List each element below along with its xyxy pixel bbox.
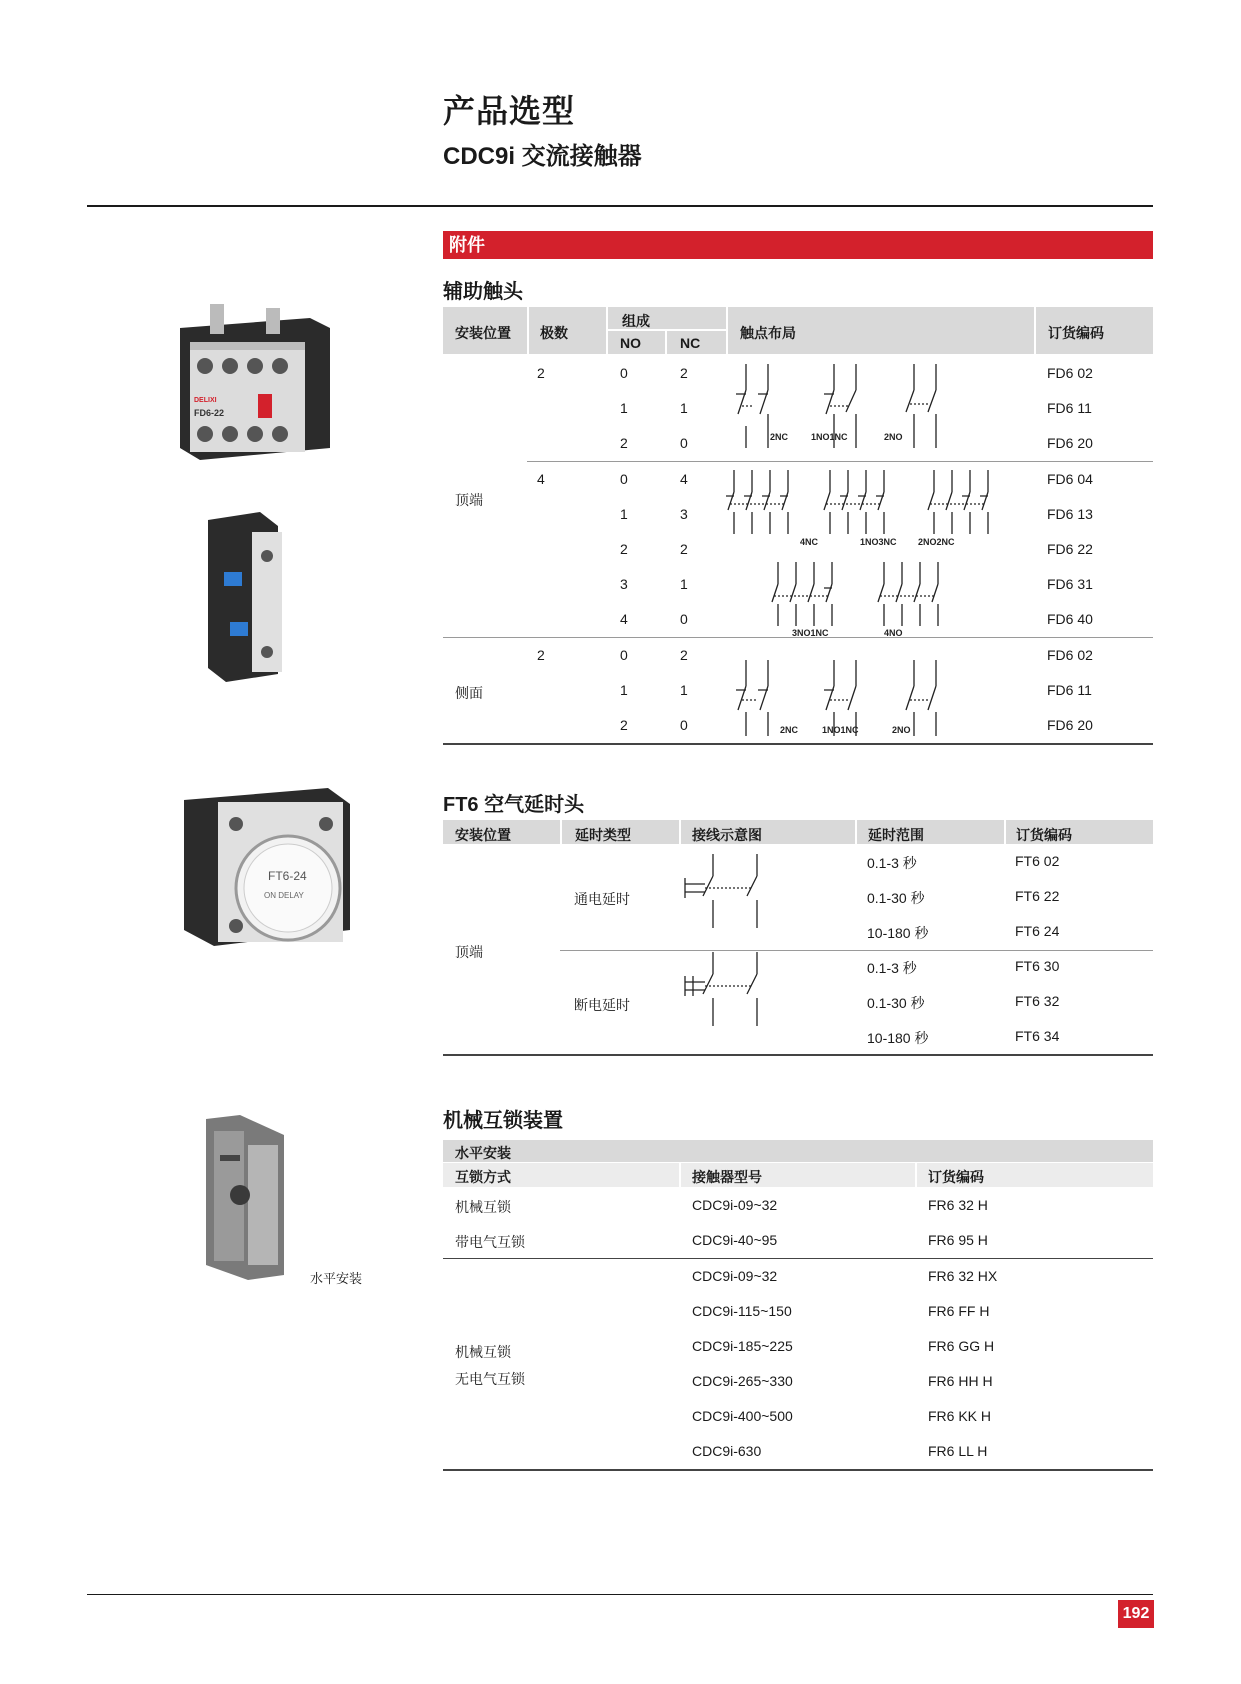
diagram-label: 2NC: [770, 432, 789, 442]
diagram-label: 4NO: [884, 628, 903, 638]
aux-code: FD6 31: [1047, 576, 1093, 592]
interlock-model: CDC9i-400~500: [692, 1408, 793, 1424]
aux-nc: 2: [680, 541, 688, 557]
aux-code: FD6 20: [1047, 717, 1093, 733]
aux-code: FD6 04: [1047, 471, 1093, 487]
interlock-model: CDC9i-40~95: [692, 1232, 778, 1248]
ft6-header-type: 延时类型: [575, 827, 631, 843]
interlock-code: FR6 HH H: [928, 1373, 993, 1389]
aux-nc: 0: [680, 435, 688, 451]
top-rule: [87, 205, 1153, 207]
diagram-label: 1NO1NC: [811, 432, 848, 442]
interlock-code: FR6 GG H: [928, 1338, 995, 1354]
aux-nc: 1: [680, 400, 688, 416]
interlock-code: FR6 32 HX: [928, 1268, 998, 1284]
aux-no: 1: [620, 506, 628, 522]
aux-no: 0: [620, 471, 628, 487]
interlock-table-header: [443, 1163, 1153, 1187]
fd6-model-text: FD6-22: [194, 408, 225, 418]
ft6-range: 10-180 秒: [867, 1030, 929, 1046]
interlock-band-label: 水平安装: [455, 1145, 511, 1161]
ft6-range: 0.1-30 秒: [867, 995, 925, 1011]
interlock-model: CDC9i-185~225: [692, 1338, 793, 1354]
interlock-code: FR6 KK H: [928, 1408, 992, 1424]
aux-no: 1: [620, 682, 628, 698]
aux-code: FD6 22: [1047, 541, 1093, 557]
ft6-header-range: 延时范围: [868, 827, 924, 843]
ft6-header-position: 安装位置: [455, 827, 511, 843]
aux-position-top: 顶端: [455, 492, 483, 508]
aux-poles: 2: [537, 365, 545, 381]
ft6-product-photo: [178, 780, 358, 955]
diagram-label: 2NC: [780, 725, 799, 735]
aux-no: 4: [620, 611, 628, 627]
interlock-header-code: 订货编码: [928, 1169, 984, 1185]
section-bar-accessories: 附件: [443, 231, 1153, 259]
interlock-model: CDC9i-630: [692, 1443, 762, 1459]
contact-layout-diagram: [726, 356, 1034, 742]
aux-no: 1: [620, 400, 628, 416]
interlock-code: FR6 32 H: [928, 1197, 988, 1213]
aux-code: FD6 02: [1047, 647, 1093, 663]
interlock-photo-caption: 水平安装: [310, 1271, 363, 1286]
ft6-range: 0.1-3 秒: [867, 855, 917, 871]
page-title: 产品选型: [443, 93, 576, 129]
bottom-rule: [87, 1594, 1153, 1595]
interlock-model: CDC9i-09~32: [692, 1268, 778, 1284]
ft6-range: 10-180 秒: [867, 925, 929, 941]
interlock-code: FR6 LL H: [928, 1443, 988, 1459]
interlock-product-photo: [200, 1115, 290, 1280]
ft6-sub-text: ON DELAY: [264, 891, 304, 900]
ft6-wiring-diagram: [679, 848, 779, 1048]
aux-code: FD6 13: [1047, 506, 1093, 522]
aux-header-nc: NC: [680, 335, 701, 351]
aux-nc: 3: [680, 506, 688, 522]
aux-no: 0: [620, 647, 628, 663]
interlock-header-model: 接触器型号: [692, 1169, 762, 1185]
page-subtitle: CDC9i 交流接触器: [443, 143, 642, 170]
aux-nc: 2: [680, 647, 688, 663]
aux-nc: 0: [680, 611, 688, 627]
ft6-header-code: 订货编码: [1016, 827, 1072, 843]
interlock-model: CDC9i-115~150: [692, 1303, 792, 1319]
interlock-mode: 带电气互锁: [455, 1234, 525, 1250]
ft6-code: FT6 34: [1015, 1028, 1060, 1044]
ft6-header-wiring: 接线示意图: [692, 827, 762, 843]
aux-section-title: 辅助触头: [443, 281, 523, 303]
diagram-label: 1NO1NC: [822, 725, 859, 735]
diagram-label: 1NO3NC: [860, 537, 897, 547]
aux-nc: 0: [680, 717, 688, 733]
ft6-code: FT6 24: [1015, 923, 1060, 939]
aux-position-side: 侧面: [455, 685, 483, 701]
aux-code: FD6 11: [1047, 682, 1092, 698]
aux-nc: 2: [680, 365, 688, 381]
interlock-model: CDC9i-265~330: [692, 1373, 793, 1389]
ft6-code: FT6 02: [1015, 853, 1060, 869]
interlock-mode-b1: 机械互锁: [455, 1344, 511, 1360]
aux-no: 2: [620, 541, 628, 557]
ft6-code: FT6 30: [1015, 958, 1060, 974]
ft6-position: 顶端: [455, 944, 483, 960]
ft6-range: 0.1-30 秒: [867, 890, 925, 906]
interlock-code: FR6 FF H: [928, 1303, 990, 1319]
aux-header-layout: 触点布局: [740, 325, 796, 341]
aux-poles: 2: [537, 647, 545, 663]
aux-no: 2: [620, 435, 628, 451]
ft6-model-text: FT6-24: [268, 869, 307, 883]
fd6-product-photo: [170, 298, 335, 468]
ft6-type-off-delay: 断电延时: [574, 997, 630, 1013]
aux-no: 2: [620, 717, 628, 733]
interlock-header-mode: 互锁方式: [455, 1169, 511, 1185]
aux-nc: 1: [680, 682, 688, 698]
aux-nc: 1: [680, 576, 688, 592]
aux-no: 3: [620, 576, 628, 592]
aux-nc: 4: [680, 471, 688, 487]
aux-header-code: 订货编码: [1048, 325, 1104, 341]
diagram-label: 3NO1NC: [792, 628, 829, 638]
interlock-mode: 机械互锁: [455, 1199, 511, 1215]
aux-no: 0: [620, 365, 628, 381]
interlock-section-title: 机械互锁装置: [443, 1110, 563, 1132]
ft6-range: 0.1-3 秒: [867, 960, 917, 976]
aux-header-poles: 极数: [540, 325, 568, 341]
fd6-brand-text: DELIXI: [194, 397, 217, 404]
ft6-type-on-delay: 通电延时: [574, 891, 630, 907]
aux-poles: 4: [537, 471, 545, 487]
side-contact-photo: [200, 512, 300, 682]
ft6-code: FT6 22: [1015, 888, 1060, 904]
aux-header-group: 组成: [622, 313, 650, 329]
diagram-label: 2NO: [884, 432, 903, 442]
diagram-label: 4NC: [800, 537, 819, 547]
aux-header-no: NO: [620, 335, 641, 351]
aux-code: FD6 11: [1047, 400, 1092, 416]
interlock-band: [443, 1140, 1153, 1162]
diagram-label: 2NO: [892, 725, 911, 735]
aux-code: FD6 20: [1047, 435, 1093, 451]
interlock-code: FR6 95 H: [928, 1232, 988, 1248]
aux-code: FD6 02: [1047, 365, 1093, 381]
ft6-section-title: FT6 空气延时头: [443, 794, 585, 816]
interlock-model: CDC9i-09~32: [692, 1197, 778, 1213]
page-number: 192: [1118, 1600, 1154, 1628]
diagram-label: 2NO2NC: [918, 537, 955, 547]
ft6-code: FT6 32: [1015, 993, 1060, 1009]
aux-header-position: 安装位置: [455, 325, 511, 341]
interlock-mode-b2: 无电气互锁: [455, 1371, 525, 1387]
aux-code: FD6 40: [1047, 611, 1093, 627]
